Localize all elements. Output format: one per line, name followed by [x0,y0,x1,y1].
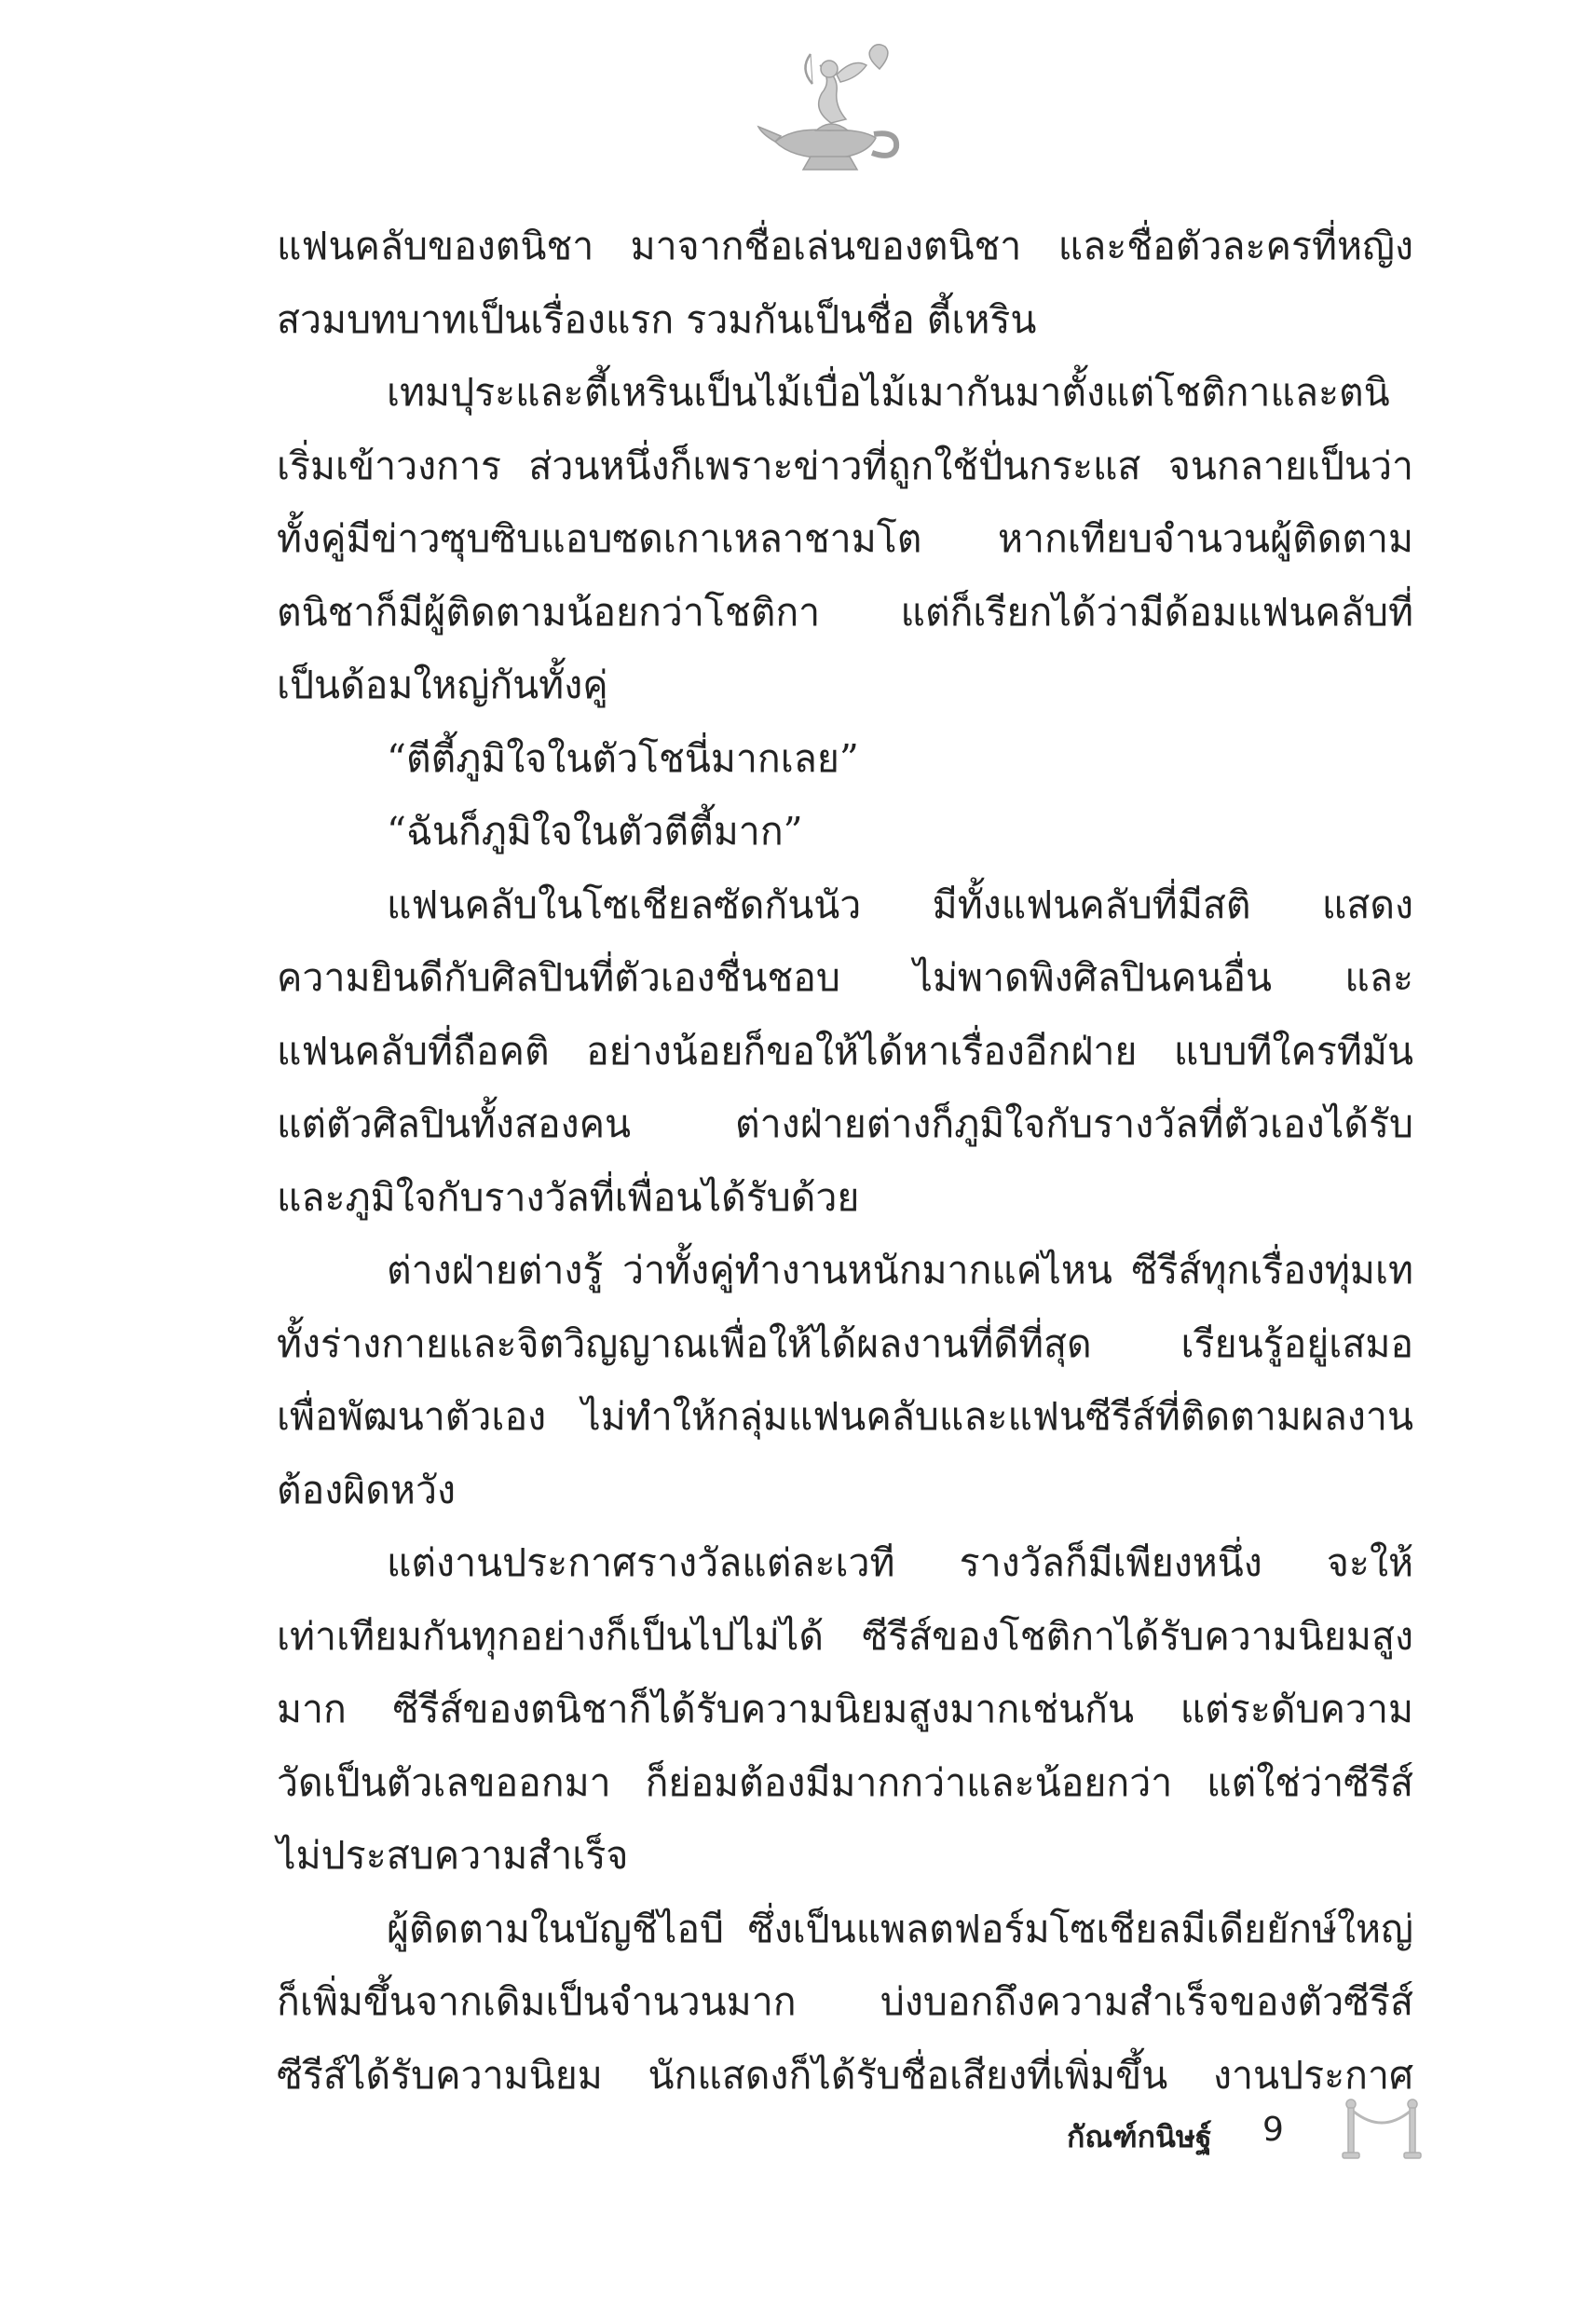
text-line: ก็เพิ่มขึ้นจากเดิมเป็นจำนวนมาก บ่งบอกถึงความสำเร็จของตัวซีรีส์ [277,1979,1413,2024]
stanchion-rope-icon [1342,2097,1422,2162]
text-line: เท่าเทียมกันทุกอย่างก็เป็นไปไม่ได้ ซีรีส์ของโชติกาได้รับความนิยมสูง [277,1613,1413,1659]
text-line: ซีรีส์ได้รับความนิยม นักแสดงก็ได้รับชื่อเสียงที่เพิ่มขึ้น งานประกาศ [277,2052,1413,2098]
text-line: แฟนคลับในโซเชียลซัดกันนัว มีทั้งแฟนคลับที่มีสติ แสดง [387,882,1413,927]
text-line: ความยินดีกับศิลปินที่ตัวเองชื่นชอบ ไม่พาดพิงศิลปินคนอื่น และ [277,955,1413,1000]
text-line: ต่างฝ่ายต่างรู้ ว่าทั้งคู่ทำงานหนักมากแค่ไหน ซีรีส์ทุกเรื่องทุ่มเท [387,1248,1413,1292]
story-text [277,210,1413,2112]
text-line: “ตีตี้ภูมิใจในตัวโชนี่มากเลย” [387,735,859,781]
text-line: เทมปุระและตี้เหรินเป็นไม้เบื่อไม้เมากันมาตั้งแต่โชติกาและตนิ [387,370,1390,415]
text-line: เริ่มเข้าวงการ ส่วนหนึ่งก็เพราะข่าวที่ถูกใช้ปั่นกระแส จนกลายเป็นว่า [277,443,1413,488]
text-line: แต่งานประกาศรางวัลแต่ละเวที รางวัลก็มีเพียงหนึ่ง จะให้ [387,1540,1413,1585]
text-line: เป็นด้อมใหญ่กันทั้งคู่ [277,663,608,707]
text-line: แฟนคลับที่ถือคติ อย่างน้อยก็ขอให้ได้หาเรื่องอีกฝ่าย แบบทีใครทีมัน [277,1028,1413,1073]
text-line: ตนิชาก็มีผู้ติดตามน้อยกว่าโชติกา แต่ก็เรียกได้ว่ามีด้อมแฟนคลับที่ [277,589,1413,635]
text-line: และภูมิใจกับรางวัลที่เพื่อนได้รับด้วย [277,1174,860,1220]
page-number: 9 [1262,2111,1284,2149]
text-line: ต้องผิดหวัง [277,1467,456,1512]
text-line: วัดเป็นตัวเลขออกมา ก็ย่อมต้องมีมากกว่าและน้อยกว่า แต่ใช่ว่าซีรีส์ [277,1759,1413,1805]
text-line: ผู้ติดตามในบัญชีไอบี ซึ่งเป็นแพลตฟอร์มโซเชียลมีเดียยักษ์ใหญ่ [387,1906,1413,1951]
text-line: มาก ซีรีส์ของตนิชาก็ได้รับความนิยมสูงมากเช่นกัน แต่ระดับความ [277,1687,1413,1731]
text-line: แฟนคลับของตนิชา มาจากชื่อเล่นของตนิชา และชื่อตัวละครที่หญิง [277,224,1413,268]
book-title: กัณฑ์กนิษฐ์ [1067,2119,1212,2154]
text-line: เพื่อพัฒนาตัวเอง ไม่ทำให้กลุ่มแฟนคลับและแฟนซีรีส์ที่ติดตามผลงาน [277,1394,1413,1439]
text-line: ทั้งคู่มีข่าวซุบซิบแอบซดเกาเหลาชามโต หากเทียบจำนวนผู้ติดตาม [277,516,1413,561]
text-line: สวมบทบาทเป็นเรื่องแรก รวมกันเป็นชื่อ ตี้เหริน [277,296,1037,342]
genie-lamp-cupid-icon [757,37,906,177]
text-line: ทั้งร่างกายและจิตวิญญาณเพื่อให้ได้ผลงานที่ดีที่สุด เรียนรู้อยู่เสมอ [277,1320,1413,1366]
text-line: “ฉันก็ภูมิใจในตัวตีตี้มาก” [387,809,803,854]
text-line: ไม่ประสบความสำเร็จ [277,1833,629,1878]
text-line: แต่ตัวศิลปินทั้งสองคน ต่างฝ่ายต่างก็ภูมิใจกับรางวัลที่ตัวเองได้รับ [277,1101,1413,1146]
